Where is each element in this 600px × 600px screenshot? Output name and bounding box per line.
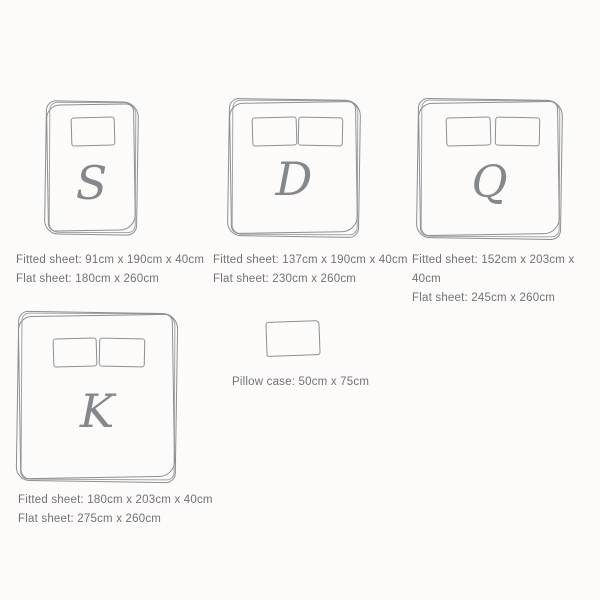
pillow-icon <box>495 117 541 147</box>
caption-king <box>18 491 213 529</box>
bed-outline <box>21 313 176 481</box>
bed-diagram-king <box>17 312 177 482</box>
caption-double <box>213 251 408 289</box>
fitted-sheet-dimensions-single: Fitted sheet: 91cm x 190cm x 40cm <box>16 254 205 266</box>
flat-sheet-dimensions-double: Flat sheet: 230cm x 260cm <box>213 273 357 285</box>
fitted-sheet-dimensions-queen: Fitted sheet: 152cm x 203cm x 40cm <box>412 254 575 285</box>
pillow-icon <box>298 117 344 147</box>
pillow-icon <box>53 337 98 367</box>
size-letter-queen: Q <box>471 157 508 208</box>
flat-sheet-dimensions-single: Flat sheet: 180cm x 260cm <box>16 273 160 285</box>
flat-sheet-dimensions-king: Flat sheet: 275cm x 260cm <box>18 513 162 525</box>
caption-single <box>16 251 204 289</box>
pillow-case-dimensions: Pillow case: 50cm x 75cm <box>232 376 370 388</box>
pillow-icon <box>99 338 146 368</box>
fitted-sheet-dimensions-double: Fitted sheet: 137cm x 190cm x 40cm <box>213 254 408 266</box>
bed-diagram-queen <box>417 99 562 239</box>
pillow-icon <box>446 116 492 146</box>
fitted-sheet-dimensions-king: Fitted sheet: 180cm x 203cm x 40cm <box>18 494 213 506</box>
caption-pillow-case <box>232 373 369 392</box>
pillow-icon <box>252 116 298 146</box>
size-letter-king: K <box>79 384 115 438</box>
pillow-icon <box>71 116 116 146</box>
bed-diagram-single <box>45 101 138 235</box>
bed-diagram-double <box>228 99 360 237</box>
caption-queen <box>412 251 600 308</box>
size-letter-double: D <box>275 152 313 206</box>
pillow-case-diagram <box>265 320 320 357</box>
flat-sheet-dimensions-queen: Flat sheet: 245cm x 260cm <box>412 292 556 304</box>
size-letter-single: S <box>75 156 108 210</box>
